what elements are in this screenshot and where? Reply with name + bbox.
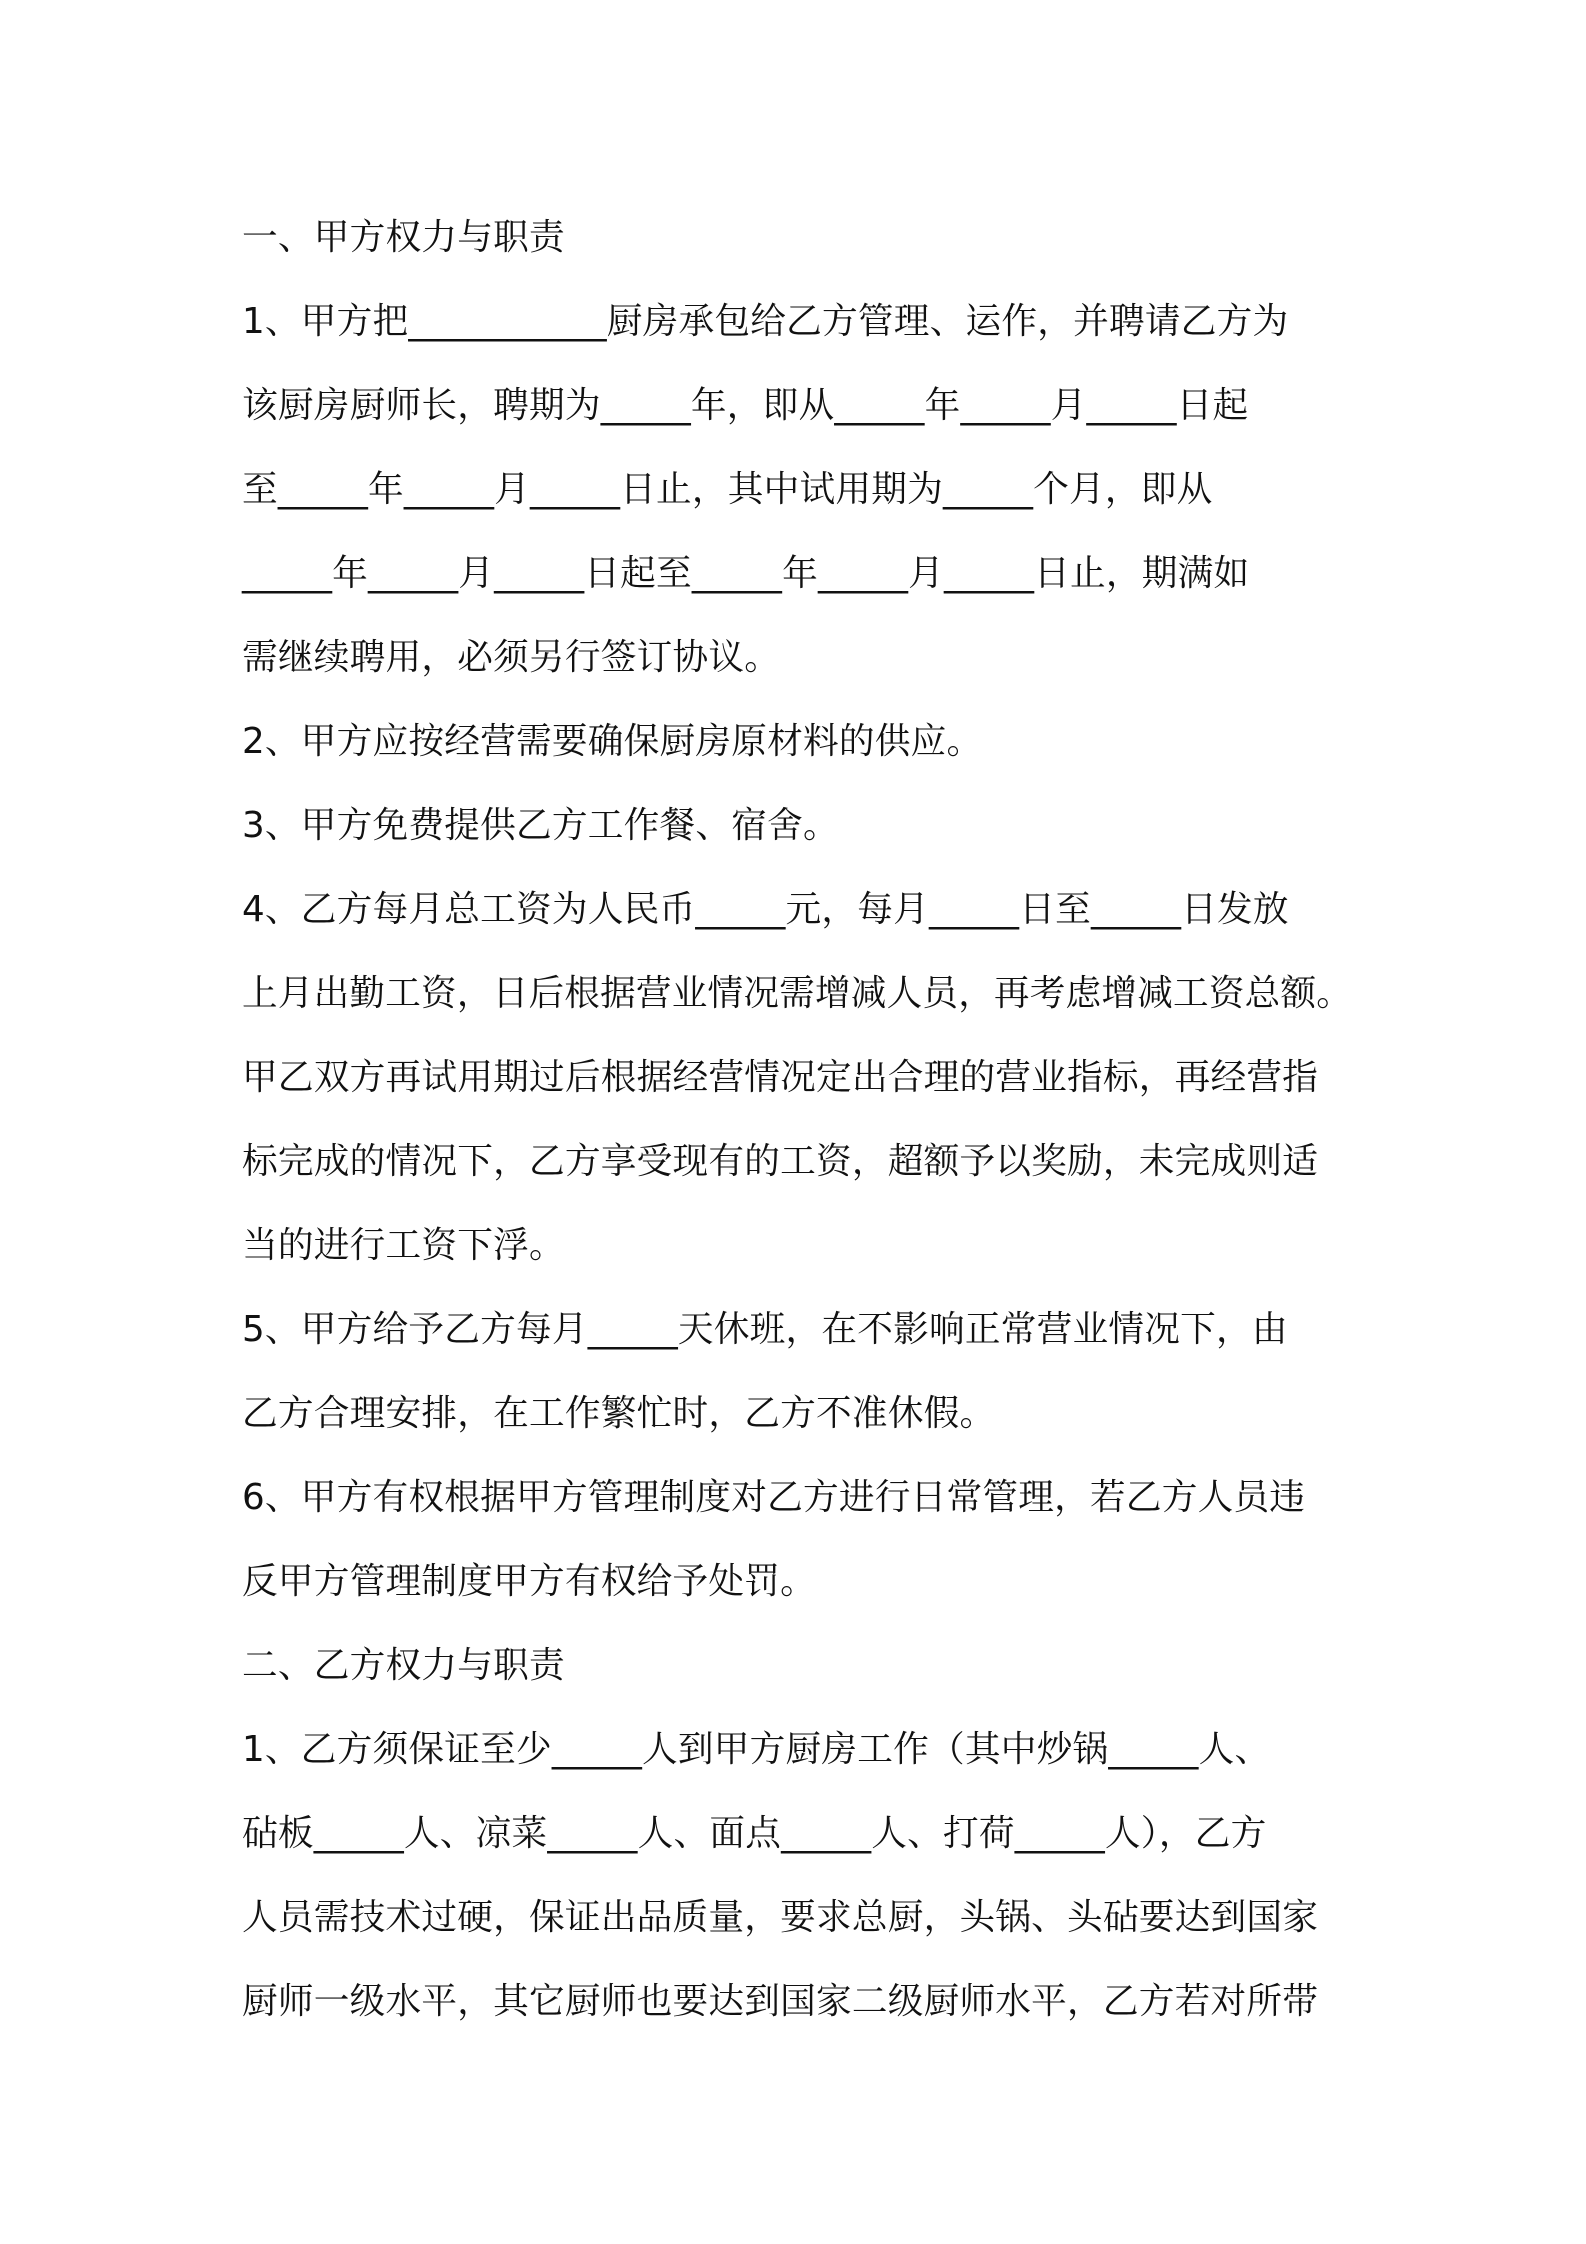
clause-b1-line: 厨师一级水平，其它厨师也要达到国家二级厨师水平，乙方若对所带 bbox=[242, 1981, 1319, 2022]
clause-b1-line: 1、乙方须保证至少_____人到甲方厨房工作（其中炒锅_____人、 bbox=[242, 1729, 1271, 1770]
clause-a4-line: 标完成的情况下，乙方享受现有的工资，超额予以奖励，未完成则适 bbox=[242, 1141, 1319, 1182]
section-heading-party-a: 一、甲方权力与职责 bbox=[242, 217, 565, 258]
clause-a4-line: 当的进行工资下浮。 bbox=[242, 1225, 565, 1266]
section-heading-party-b: 二、乙方权力与职责 bbox=[242, 1645, 565, 1686]
clause-a5-line: 乙方合理安排，在工作繁忙时，乙方不准休假。 bbox=[242, 1393, 996, 1434]
clause-a1-line: 该厨房厨师长，聘期为_____年，即从_____年_____月_____日起 bbox=[242, 385, 1249, 426]
clause-a1-line: _____年_____月_____日起至_____年_____月_____日止，期满如 bbox=[242, 553, 1250, 594]
clause-a1-line: 至_____年_____月_____日止，其中试用期为_____个月，即从 bbox=[242, 469, 1213, 510]
clause-a4-line: 甲乙双方再试用期过后根据经营情况定出合理的营业指标，再经营指 bbox=[242, 1057, 1319, 1098]
clause-a1-line: 1、甲方把___________厨房承包给乙方管理、运作，并聘请乙方为 bbox=[242, 301, 1289, 342]
clause-a5-line: 5、甲方给予乙方每月_____天休班，在不影响正常营业情况下，由 bbox=[242, 1309, 1288, 1350]
clause-b1-line: 人员需技术过硬，保证出品质量，要求总厨，头锅、头砧要达到国家 bbox=[242, 1897, 1319, 1938]
clause-b1-line: 砧板_____人、凉菜_____人、面点_____人、打荷_____人），乙方 bbox=[242, 1813, 1267, 1854]
clause-a4-line: 4、乙方每月总工资为人民币_____元，每月_____日至_____日发放 bbox=[242, 889, 1289, 930]
clause-a1-line: 需继续聘用，必须另行签订协议。 bbox=[242, 637, 781, 678]
document-body bbox=[242, 196, 1362, 2044]
clause-a2-line: 2、甲方应按经营需要确保厨房原材料的供应。 bbox=[242, 721, 983, 762]
clause-a3-line: 3、甲方免费提供乙方工作餐、宿舍。 bbox=[242, 805, 839, 846]
clause-a4-line: 上月出勤工资，日后根据营业情况需增减人员，再考虑增减工资总额。 bbox=[242, 973, 1353, 1014]
clause-a6-line: 反甲方管理制度甲方有权给予处罚。 bbox=[242, 1561, 816, 1602]
clause-a6-line: 6、甲方有权根据甲方管理制度对乙方进行日常管理，若乙方人员违 bbox=[242, 1477, 1306, 1518]
